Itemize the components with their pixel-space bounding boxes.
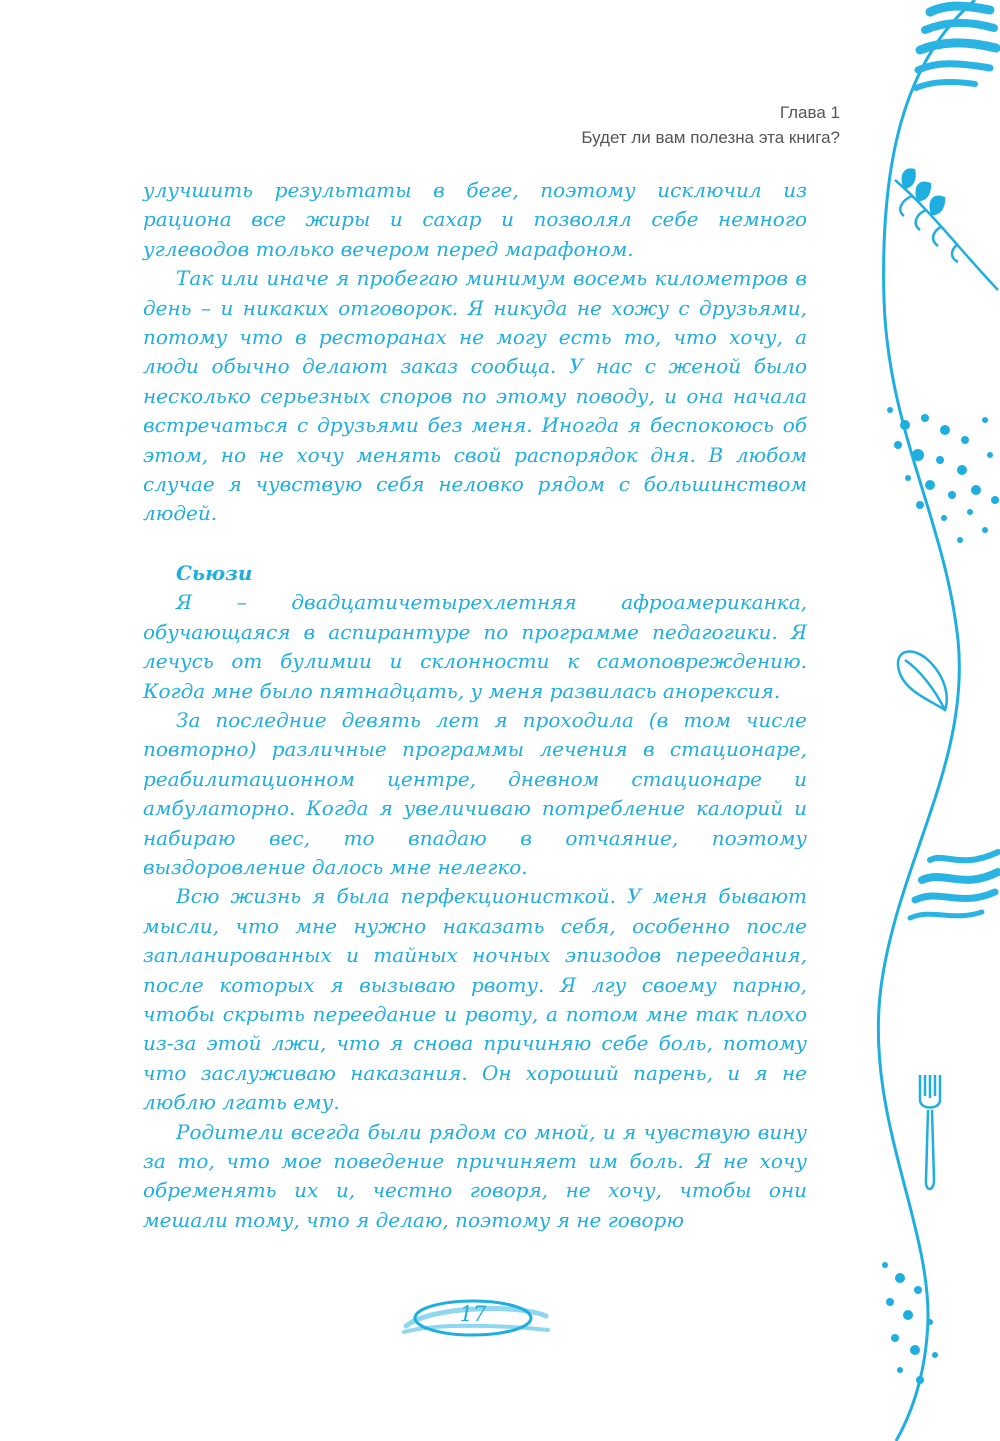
paragraph: Родители всегда были рядом со мной, и я чувствую вину за то, что мое поведение причиняет им боль. Я не хочу обременять их и, честно говоря, не хочу, чтобы они мешали тому, что я делаю, поэтому я не говорю — [143, 1119, 807, 1232]
page-number — [400, 1296, 550, 1340]
wavy-border-line — [878, 0, 975, 1441]
body-text — [143, 176, 807, 1235]
fork-icon — [920, 1075, 940, 1189]
leaf-icon — [898, 652, 947, 710]
leaf-branch-icon — [895, 170, 998, 290]
paragraph: Так или иначе я пробегаю минимум восемь километров в день – и никаких отговорок. Я никуда не хожу с друзьями, потому что в ресторанах не могу есть то, что хочу, а люди обычно делают заказ сообща. У нас с женой было несколько серьезных споров по этому поводу, и она начала встречаться с друзьями без меня. Иногда я беспокоюсь об этом, но не хочу менять свой распорядок дня. В любом случае я чувствую себя неловко рядом с большинством людей. — [143, 266, 807, 526]
paragraph: За последние девять лет я проходила (в том числе повторно) различные программы лечения в стационаре, реабилитационном центре, дневном стационаре и амбулаторно. Когда я увеличиваю потребление калорий и набираю вес, то впадаю в отчаяние, поэтому выздоровление далось мне нелегко. — [143, 707, 807, 879]
paragraph: Всю жизнь я была перфекционисткой. У меня бывают мысли, что мне нужно наказать себя, особенно после запланированных и тайных ночных эпизодов переедания, после которых я вызываю рвоту. Я лгу своему парню, чтобы скрыть переедание и рвоту, а потом мне так плохо из-за этой лжи, что я снова причиняю себе боль, потому что заслуживаю наказания. Он хороший парень, и я не люблю лгать ему. — [143, 884, 807, 1115]
running-header — [581, 100, 840, 150]
chapter-label: Глава 1 — [779, 103, 840, 122]
paragraph: Я – двадцатичетырехлетняя афроамериканка, обучающаяся в аспирантуре по программе педагогики. Я лечусь от булимии и склонности к самоповреждению. Когда мне было пятнадцать, у меня развилась анорексия. — [143, 590, 807, 703]
paragraph: улучшить результаты в беге, поэтому исключил из рациона все жиры и сахар и позволял себе немного углеводов только вечером перед марафоном. — [143, 178, 807, 261]
dots-cluster-bottom — [882, 1262, 938, 1384]
section-name: Сьюзи — [176, 560, 253, 585]
chapter-title: Будет ли вам полезна эта книга? — [581, 128, 840, 147]
page-number-text: 17 — [459, 1302, 487, 1326]
dots-cluster-top — [887, 407, 999, 543]
brush-wave-middle — [910, 852, 998, 918]
